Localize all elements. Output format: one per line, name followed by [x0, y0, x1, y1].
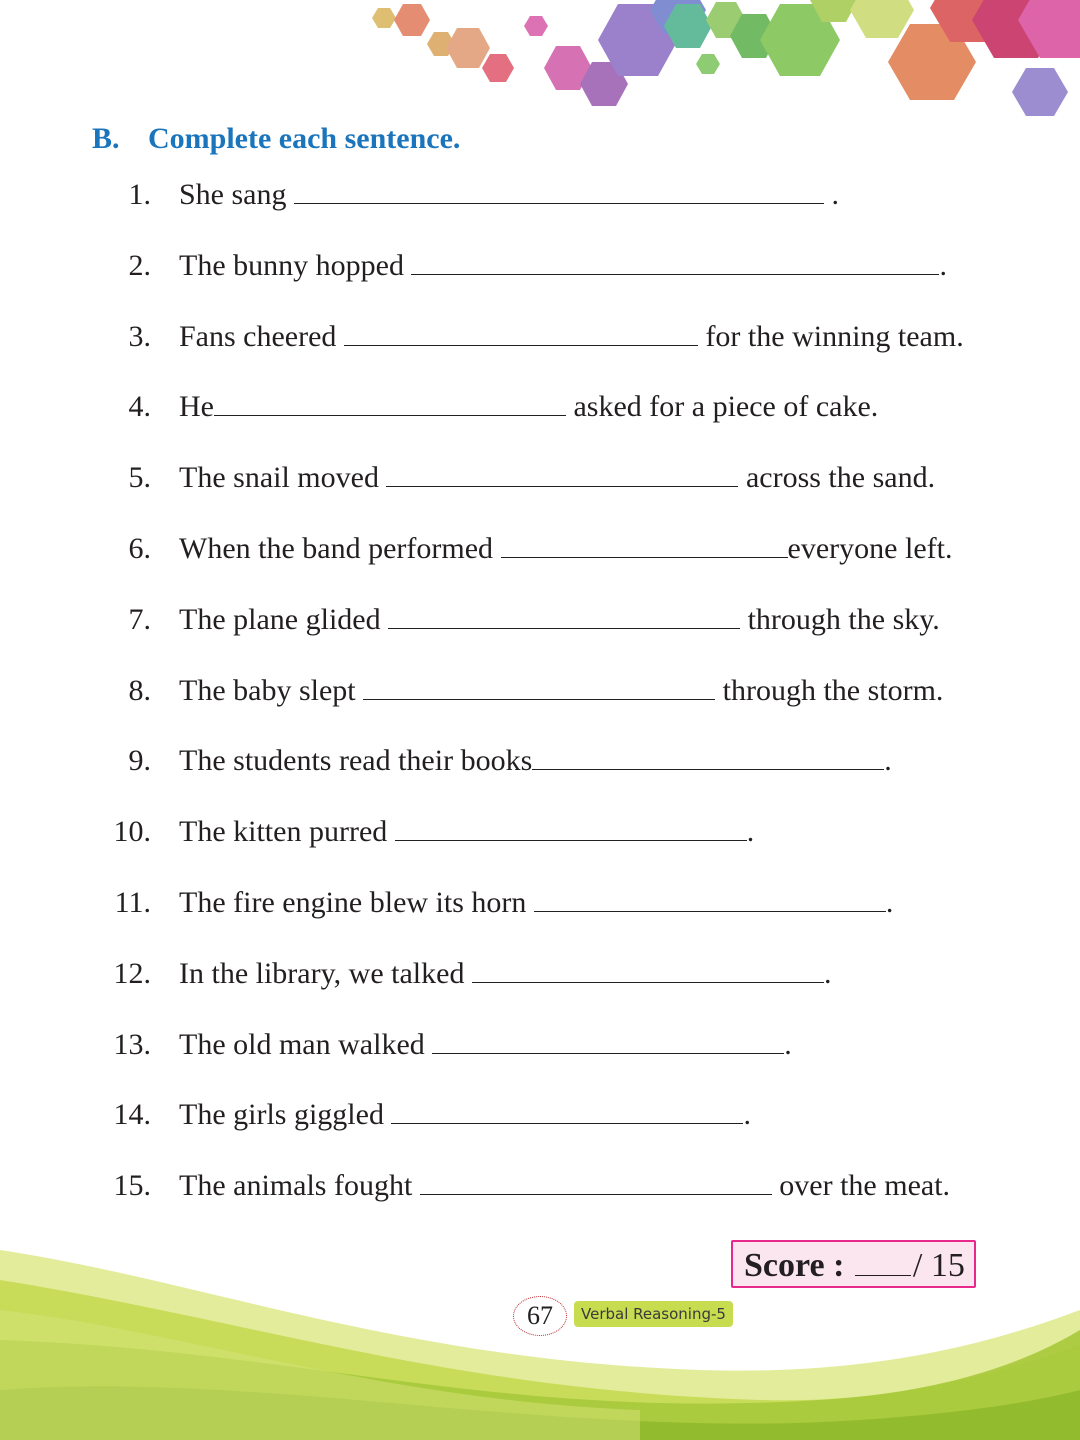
answer-blank[interactable]: [386, 458, 738, 487]
item-sentence: [179, 600, 940, 640]
item-sentence: [179, 246, 947, 286]
section-letter: B.: [92, 122, 120, 155]
item-number: 14.: [113, 1098, 151, 1132]
answer-blank[interactable]: [534, 883, 886, 912]
item-sentence: [179, 671, 943, 711]
item-number: 2.: [128, 248, 151, 282]
sentence-start: The old man walked: [179, 1027, 433, 1061]
item-sentence: [179, 529, 952, 569]
item-number: 4.: [128, 390, 151, 424]
sentence-start: The girls giggled: [179, 1098, 392, 1132]
sentence-start: The plane glided: [179, 602, 389, 636]
sentence-end: .: [885, 886, 894, 919]
answer-blank[interactable]: [411, 246, 939, 275]
item-number: 5.: [128, 461, 151, 495]
sentence-start: When the band performed: [179, 532, 501, 565]
answer-blank[interactable]: [420, 1166, 772, 1195]
sentence-end: across the sand.: [738, 461, 936, 495]
sentence-end: over the meat.: [771, 1169, 951, 1203]
green-wave-decoration: [0, 1250, 1080, 1440]
score-label: Score :: [744, 1247, 845, 1284]
answer-blank[interactable]: [344, 317, 698, 346]
answer-blank[interactable]: [363, 671, 715, 700]
item-number: 7.: [128, 602, 151, 636]
sentence-end: .: [884, 744, 892, 778]
sentence-end: .: [746, 815, 755, 849]
item-sentence: [179, 1095, 751, 1135]
sentence-end: through the storm.: [715, 673, 944, 707]
item-number: 6.: [128, 532, 151, 565]
answer-blank[interactable]: [294, 175, 824, 204]
answer-blank[interactable]: [501, 529, 788, 558]
item-sentence: [179, 954, 831, 994]
item-sentence: [179, 883, 893, 923]
answer-blank[interactable]: [388, 600, 740, 629]
sentence-start: In the library, we talked: [179, 956, 472, 990]
item-sentence: [179, 741, 892, 781]
score-total: / 15: [912, 1247, 965, 1284]
sentence-end: everyone left.: [787, 532, 953, 565]
sentence-start: The baby slept: [179, 673, 364, 707]
sentence-start: The students read their books: [179, 744, 533, 778]
item-number: 12.: [113, 956, 151, 990]
item-sentence: [179, 175, 839, 215]
answer-blank[interactable]: [391, 1095, 743, 1124]
sentence-start: The bunny hopped: [179, 248, 412, 282]
book-title-tag: Verbal Reasoning-5: [574, 1301, 733, 1327]
item-number: 3.: [128, 319, 151, 353]
item-sentence: [179, 387, 878, 427]
answer-blank[interactable]: [532, 741, 884, 770]
item-sentence: [179, 1025, 792, 1065]
item-number: 10.: [113, 815, 151, 849]
section-heading: [92, 122, 460, 156]
item-number: 11.: [114, 886, 151, 919]
sentence-start: The kitten purred: [179, 815, 395, 849]
answer-blank[interactable]: [472, 954, 824, 983]
item-number: 13.: [113, 1027, 151, 1061]
answer-blank[interactable]: [214, 387, 566, 416]
sentence-end: .: [784, 1027, 792, 1061]
sentence-start: The fire engine blew its horn: [179, 886, 534, 919]
sentence-end: for the winning team.: [697, 319, 964, 353]
sentence-start: The animals fought: [179, 1169, 420, 1203]
item-sentence: [179, 1166, 950, 1206]
item-sentence: [179, 458, 935, 498]
sentence-end: .: [823, 956, 832, 990]
sentence-start: He: [179, 390, 214, 424]
item-number: 9.: [128, 744, 151, 778]
item-number: 15.: [113, 1169, 151, 1203]
answer-blank[interactable]: [395, 812, 747, 841]
sentence-start: The snail moved: [179, 461, 387, 495]
sentence-end: .: [939, 248, 947, 282]
sentence-end: asked for a piece of cake.: [565, 390, 879, 424]
item-number: 8.: [128, 673, 151, 707]
sentence-start: Fans cheered: [179, 319, 344, 353]
sentence-end: .: [824, 178, 839, 211]
section-title: Complete each sentence.: [148, 122, 461, 155]
page-number: 67: [513, 1296, 567, 1336]
item-sentence: [179, 317, 964, 357]
answer-blank[interactable]: [432, 1025, 784, 1054]
sentence-start: She sang: [179, 178, 294, 211]
sentence-end: through the sky.: [740, 602, 940, 636]
item-sentence: [179, 812, 754, 852]
item-number: 1.: [128, 178, 151, 211]
hexagon-pattern-decoration: [0, 0, 1080, 125]
sentence-end: .: [743, 1098, 751, 1132]
